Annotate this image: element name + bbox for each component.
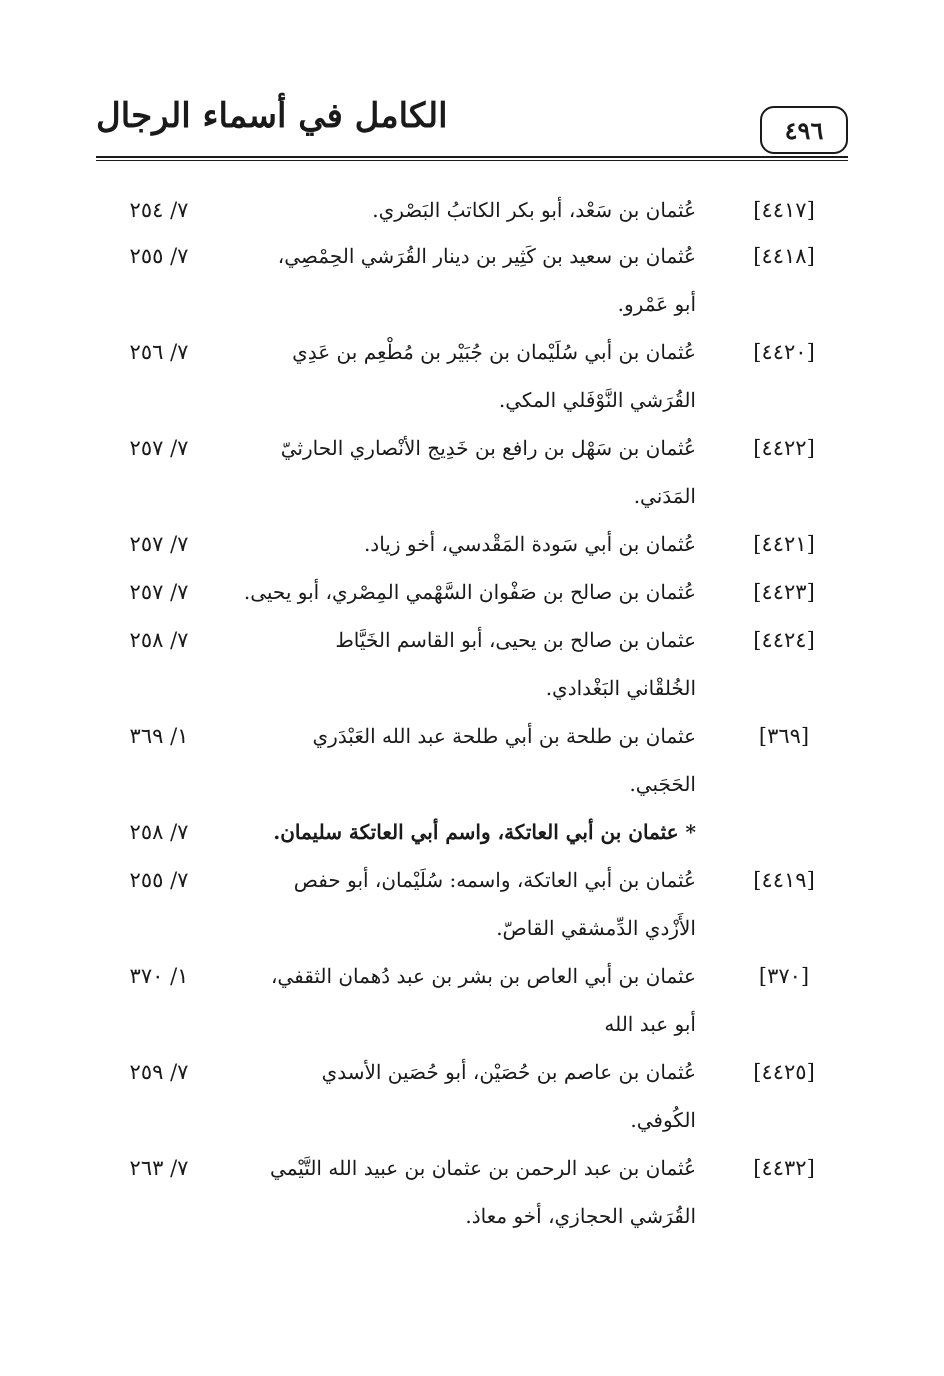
- volume-page-ref: ٧/ ٢٥٥: [129, 868, 189, 892]
- entry-number: [٤٤٢٠]: [753, 340, 815, 364]
- entry-number: [٤٤١٨]: [753, 244, 815, 268]
- entry-text-line: القُرَشي الحجازي، أخو معاذ.: [465, 1204, 696, 1228]
- volume-page-ref: ٧/ ٢٥٧: [129, 436, 189, 460]
- header-rule-thin: [96, 160, 848, 161]
- entry-text-line: أبو عَمْرو.: [617, 292, 696, 316]
- volume-page-ref: ٧/ ٢٥٥: [129, 244, 189, 268]
- entry-text-line: المَدَني.: [633, 484, 696, 508]
- entry-text-line: الكُوفي.: [630, 1108, 696, 1132]
- page-number-box: [760, 106, 848, 154]
- entry-number: [٣٦٩]: [758, 724, 810, 748]
- volume-page-ref: ٧/ ٢٥٤: [129, 198, 189, 222]
- volume-page-ref: ٧/ ٢٥٧: [129, 580, 189, 604]
- entry-text-line: الحَجَبي.: [629, 772, 696, 796]
- entry-number: [٤٤٢٢]: [753, 436, 815, 460]
- page-number: ٤٩٦: [784, 115, 824, 145]
- entry-text-line: عُثمان بن أبي سُلَيْمان بن جُبَيْر بن مُطْعِم بن عَدِي: [292, 340, 696, 364]
- volume-page-ref: ٧/ ٢٦٣: [129, 1156, 189, 1180]
- entry-number: [٣٧٠]: [758, 964, 810, 988]
- entry-text-line: عثمان بن أبي العاص بن بشر بن عبد دُهمان الثقفي،: [270, 964, 696, 988]
- entry-text-line: عُثمان بن عبد الرحمن بن عثمان بن عبيد الله التَّيْمي: [270, 1156, 696, 1180]
- entry-text-line: القُرَشي النَّوْفَلي المكي.: [498, 388, 696, 412]
- entry-text-line: عُثمان بن عاصم بن حُصَيْن، أبو حُصَين الأسدي: [321, 1060, 696, 1084]
- entry-text-line: الأَزْدي الدِّمشقي القاصّ.: [496, 916, 696, 940]
- entry-text-line: عُثمان بن سَهْل بن رافع بن خَدِيج الأنْصاري الحارثيّ: [280, 436, 696, 460]
- book-title: الكامل في أسماء الرجال: [96, 96, 448, 136]
- entry-number: [٤٤٢٣]: [753, 580, 815, 604]
- cross-reference-heading: * عثمان بن أبي العاتكة، واسم أبي العاتكة سليمان.: [273, 820, 696, 844]
- entry-number: [٤٤٣٢]: [753, 1156, 815, 1180]
- entry-number: [٤٤١٩]: [753, 868, 815, 892]
- volume-page-ref: ٧/ ٢٥٦: [129, 340, 189, 364]
- entry-text-line: عُثمان بن سعيد بن كَثِير بن دينار القُرَشي الحِمْصِي،: [277, 244, 696, 268]
- volume-page-ref: ٧/ ٢٥٨: [129, 820, 189, 844]
- volume-page-ref: ١/ ٣٦٩: [129, 724, 189, 748]
- entry-text-line: الخُلقْاني البَغْدادي.: [545, 676, 696, 700]
- volume-page-ref: ٧/ ٢٥٨: [129, 628, 189, 652]
- page-header: [96, 92, 848, 160]
- entry-text-line: عُثمان بن صالح بن صَفْوان السَّهْمي المِصْري، أبو يحيى.: [243, 580, 696, 604]
- entry-number: [٤٤١٧]: [753, 198, 815, 222]
- volume-page-ref: ٧/ ٢٥٩: [129, 1060, 189, 1084]
- entry-text-line: عثمان بن طلحة بن أبي طلحة عبد الله العَبْدَري: [312, 724, 696, 748]
- entry-text-line: عثمان بن صالح بن يحيى، أبو القاسم الخَيَّاط: [335, 628, 696, 652]
- volume-page-ref: ٧/ ٢٥٧: [129, 532, 189, 556]
- header-rule: [96, 156, 848, 158]
- entry-number: [٤٤٢٥]: [753, 1060, 815, 1084]
- entry-text-line: عُثمان بن أبي العاتكة، واسمه: سُلَيْمان، أبو حفص: [293, 868, 696, 892]
- entry-text-line: عُثمان بن أبي سَودة المَقْدسي، أخو زياد.: [363, 532, 696, 556]
- entry-text-line: عُثمان بن سَعْد، أبو بكر الكاتبُ البَصْري.: [372, 198, 696, 222]
- entry-number: [٤٤٢٤]: [753, 628, 815, 652]
- entry-text-line: أبو عبد الله: [604, 1012, 696, 1036]
- entry-number: [٤٤٢١]: [753, 532, 815, 556]
- volume-page-ref: ١/ ٣٧٠: [129, 964, 189, 988]
